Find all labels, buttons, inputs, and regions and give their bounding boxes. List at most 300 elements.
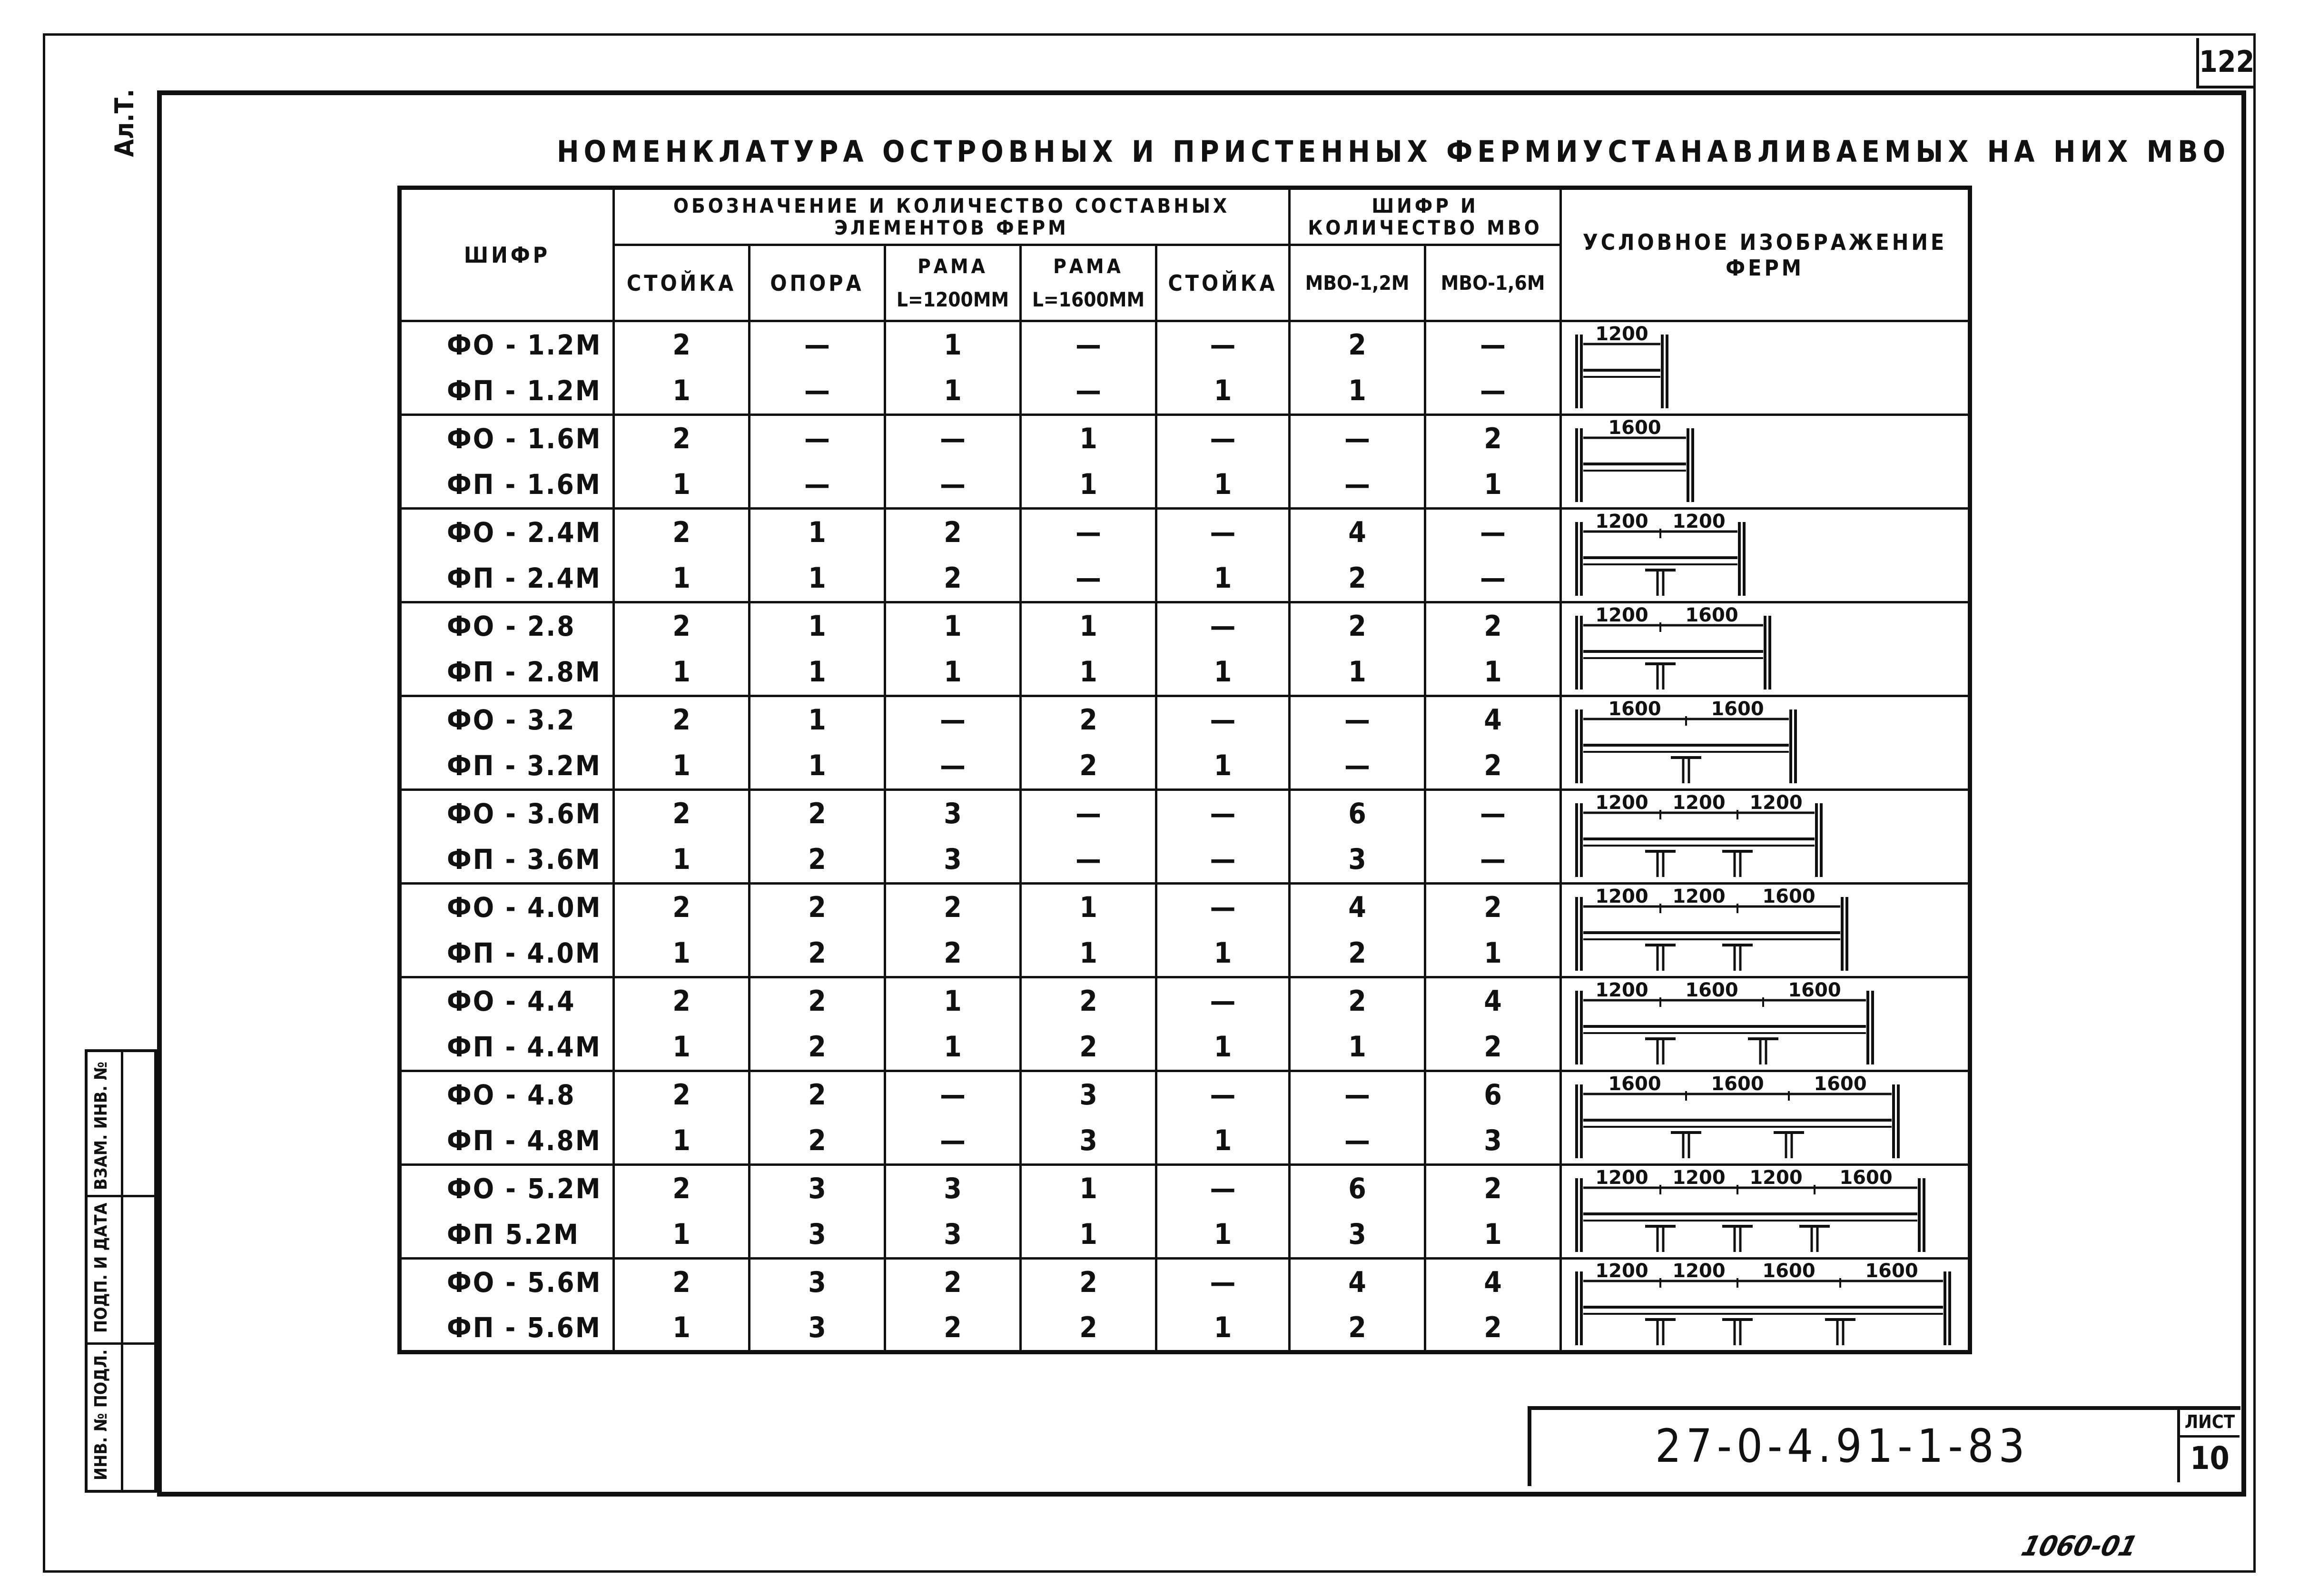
value-fo: 2 [1484, 610, 1502, 643]
cell-mvo12 [1290, 696, 1425, 790]
value-fo: 3 [808, 1172, 826, 1205]
value-fp: 2 [944, 562, 962, 595]
shifr-fo: ФО - 1.6М [447, 423, 602, 455]
value-fp: 2 [1079, 749, 1097, 782]
cell-mvo12 [1290, 790, 1425, 884]
cell-mvo16 [1425, 696, 1561, 790]
value-fp: 2 [1348, 562, 1366, 595]
shifr-fp: ФП - 2.4М [447, 562, 602, 594]
cell-rama1600 [1021, 509, 1156, 602]
value-fo: — [804, 328, 830, 362]
cell-shifr [400, 321, 614, 415]
cell-stoika2 [1156, 696, 1290, 790]
value-fo: 2 [944, 516, 962, 549]
shifr-fo: ФО - 5.6М [447, 1266, 602, 1299]
header-stoika: СТОЙКА [614, 245, 750, 321]
cell-stoika [614, 321, 750, 415]
stamp-block [85, 1049, 157, 1493]
cell-shifr [400, 602, 614, 696]
value-fo: — [1480, 516, 1506, 549]
value-fp: 1 [672, 749, 691, 782]
cell-rama1600 [1021, 415, 1156, 509]
shifr-fo: ФО - 2.4М [447, 516, 602, 549]
cell-rama1200 [885, 884, 1021, 977]
value-fo: 2 [944, 1265, 962, 1299]
value-fp: 1 [1214, 655, 1232, 689]
truss-diagram [1562, 885, 1971, 975]
truss-diagram [1562, 1260, 1971, 1350]
shifr-fp: ФП 5.2М [447, 1218, 580, 1251]
cell-mvo16 [1425, 321, 1561, 415]
value-fo: 4 [1348, 1265, 1366, 1299]
value-fp: — [1210, 843, 1236, 876]
value-fp: 1 [808, 655, 826, 689]
cell-rama1200 [885, 790, 1021, 884]
value-fo: — [1210, 610, 1236, 643]
cell-truss-image [1561, 602, 1970, 696]
truss-diagram [1562, 323, 1971, 413]
value-fp: 1 [672, 655, 691, 689]
span-label: 1200 [1749, 792, 1803, 814]
span-label: 1200 [1672, 511, 1726, 532]
cell-rama1600 [1021, 1259, 1156, 1352]
value-fp: 3 [808, 1218, 826, 1251]
truss-diagram [1562, 698, 1971, 788]
side-label: Ал.Т. [109, 89, 139, 157]
value-fo: — [1210, 703, 1236, 737]
cell-rama1200 [885, 321, 1021, 415]
cell-opora [750, 1071, 885, 1165]
value-fo: 2 [1348, 610, 1366, 643]
span-label: 1600 [1608, 1073, 1661, 1095]
header-group-elements: ОБОЗНАЧЕНИЕ И КОЛИЧЕСТВО СОСТАВНЫХ ЭЛЕМЕНТОВ ФЕРМ [614, 188, 1290, 245]
value-fo: 2 [808, 985, 826, 1018]
value-fo: 4 [1484, 703, 1502, 737]
value-fo: — [1210, 1265, 1236, 1299]
cell-truss-image [1561, 696, 1970, 790]
truss-diagram [1562, 979, 1971, 1069]
value-fp: — [1344, 749, 1371, 782]
value-fo: 6 [1484, 1078, 1502, 1112]
cell-truss-image [1561, 1259, 1970, 1352]
value-fp: 3 [808, 1310, 826, 1344]
table-row [400, 1071, 1970, 1165]
cell-truss-image [1561, 509, 1970, 602]
value-fp: — [1075, 374, 1101, 407]
value-fo: — [1210, 797, 1236, 830]
table-row [400, 696, 1970, 790]
value-fp: 2 [1484, 1310, 1502, 1344]
span-label: 1200 [1595, 1167, 1648, 1189]
value-fp: 1 [1214, 1124, 1232, 1157]
value-fo: 2 [672, 703, 691, 737]
value-fo: 2 [672, 797, 691, 830]
corner-page-number: 122 [2196, 38, 2254, 89]
value-fo: 2 [672, 891, 691, 924]
cell-mvo12 [1290, 321, 1425, 415]
value-fp: 1 [1214, 374, 1232, 407]
table-row [400, 321, 1970, 415]
header-group-mvo: ШИФР И КОЛИЧЕСТВО МВО [1290, 188, 1561, 245]
span-label: 1600 [1685, 604, 1738, 626]
cell-opora [750, 1165, 885, 1259]
stamp-divider [88, 1342, 154, 1345]
value-fp: 3 [1348, 1218, 1366, 1251]
cell-mvo16 [1425, 884, 1561, 977]
cell-rama1200 [885, 415, 1021, 509]
cell-stoika [614, 1071, 750, 1165]
value-fo: 2 [672, 1172, 691, 1205]
cell-shifr [400, 1165, 614, 1259]
cell-stoika2 [1156, 602, 1290, 696]
value-fo: — [1210, 985, 1236, 1018]
span-label: 1600 [1788, 979, 1841, 1001]
value-fp: 2 [1348, 1310, 1366, 1344]
value-fp: 1 [672, 1218, 691, 1251]
table-row [400, 509, 1970, 602]
span-label: 1200 [1672, 792, 1726, 814]
cell-stoika [614, 977, 750, 1071]
span-label: 1200 [1595, 604, 1648, 626]
value-fo: 2 [672, 1078, 691, 1112]
cell-mvo12 [1290, 884, 1425, 977]
value-fp: 2 [1484, 749, 1502, 782]
sheet-number: 10 [2190, 1440, 2230, 1477]
cell-mvo16 [1425, 977, 1561, 1071]
value-fo: 2 [808, 1078, 826, 1112]
value-fp: — [1344, 1124, 1371, 1157]
value-fo: 2 [944, 891, 962, 924]
cell-opora [750, 884, 885, 977]
value-fp: 1 [672, 1124, 691, 1157]
value-fp: 1 [1214, 1030, 1232, 1064]
value-fo: 2 [1484, 422, 1502, 455]
value-fo: — [1075, 797, 1101, 830]
value-fo: 2 [1484, 891, 1502, 924]
value-fo: 4 [1348, 516, 1366, 549]
span-label: 1200 [1749, 1167, 1803, 1189]
value-fp: 1 [1484, 655, 1502, 689]
cell-stoika2 [1156, 1259, 1290, 1352]
shifr-fp: ФП - 5.6М [447, 1311, 602, 1344]
value-fp: — [1075, 562, 1101, 595]
span-label: 1600 [1608, 698, 1661, 720]
value-fo: 6 [1348, 1172, 1366, 1205]
cell-truss-image [1561, 321, 1970, 415]
cell-rama1600 [1021, 1165, 1156, 1259]
cell-mvo16 [1425, 790, 1561, 884]
value-fo: 2 [672, 516, 691, 549]
value-fo: — [1344, 703, 1371, 737]
stamp-inv-podl: ИНВ. № ПОДЛ. [91, 1349, 111, 1480]
value-fp: — [804, 374, 830, 407]
value-fp: 1 [672, 843, 691, 876]
sheet-box [2177, 1406, 2240, 1482]
cell-stoika [614, 1165, 750, 1259]
stamp-divider [121, 1052, 123, 1490]
value-fp: — [940, 749, 966, 782]
truss-diagram [1562, 510, 1971, 601]
value-fp: 1 [1484, 936, 1502, 970]
table-row [400, 1165, 1970, 1259]
value-fp: 3 [944, 843, 962, 876]
value-fo: 4 [1348, 891, 1366, 924]
value-fo: 4 [1484, 1265, 1502, 1299]
span-label: 1600 [1762, 1260, 1816, 1282]
cell-stoika [614, 1259, 750, 1352]
value-fp: 1 [1079, 1218, 1097, 1251]
value-fp: 1 [1484, 1218, 1502, 1251]
value-fp: 1 [1214, 1218, 1232, 1251]
value-fp: 2 [1079, 1310, 1097, 1344]
value-fo: 3 [944, 797, 962, 830]
value-fo: 2 [1079, 1265, 1097, 1299]
span-label: 1200 [1672, 1167, 1726, 1189]
value-fp: 1 [672, 374, 691, 407]
value-fp: 1 [808, 749, 826, 782]
span-label: 1600 [1865, 1260, 1918, 1282]
value-fo: — [1344, 1078, 1371, 1112]
value-fo: 2 [1079, 985, 1097, 1018]
value-fp: 1 [1214, 468, 1232, 501]
header-rama-label: РАМА [918, 254, 988, 278]
value-fp: — [1480, 374, 1506, 407]
value-fp: 3 [944, 1218, 962, 1251]
value-fp: — [1480, 843, 1506, 876]
header-opora: ОПОРА [750, 245, 885, 321]
header-rama-1600-length: L=1600ММ [1032, 287, 1145, 311]
cell-opora [750, 977, 885, 1071]
value-fo: 1 [1079, 891, 1097, 924]
table-row [400, 1259, 1970, 1352]
value-fp: — [1480, 562, 1506, 595]
shifr-fo: ФО - 3.6М [447, 798, 602, 830]
shifr-fo: ФО - 4.4 [447, 985, 576, 1017]
value-fo: — [1480, 328, 1506, 362]
shifr-fp: ФП - 1.2М [447, 374, 602, 407]
value-fo: 1 [1079, 610, 1097, 643]
value-fp: 1 [672, 936, 691, 970]
truss-diagram [1562, 604, 1971, 694]
value-fp: 1 [1348, 655, 1366, 689]
header-shifr: ШИФР [400, 188, 614, 321]
cell-rama1200 [885, 1071, 1021, 1165]
cell-rama1200 [885, 977, 1021, 1071]
table-row [400, 602, 1970, 696]
cell-rama1200 [885, 696, 1021, 790]
cell-stoika [614, 602, 750, 696]
value-fp: 2 [944, 1310, 962, 1344]
cell-rama1600 [1021, 696, 1156, 790]
span-label: 1200 [1595, 792, 1648, 814]
cell-truss-image [1561, 415, 1970, 509]
shifr-fp: ФП - 4.8М [447, 1124, 602, 1157]
value-fp: 1 [944, 374, 962, 407]
value-fo: 1 [944, 985, 962, 1018]
header-rama-label: РАМА [1053, 254, 1124, 278]
cell-opora [750, 321, 885, 415]
value-fo: — [1075, 328, 1101, 362]
cell-mvo16 [1425, 509, 1561, 602]
value-fp: — [1344, 468, 1371, 501]
cell-stoika2 [1156, 790, 1290, 884]
cell-stoika2 [1156, 509, 1290, 602]
shifr-fp: ФП - 2.8М [447, 656, 602, 688]
cell-stoika2 [1156, 1165, 1290, 1259]
value-fo: — [804, 422, 830, 455]
cell-mvo16 [1425, 415, 1561, 509]
value-fp: 2 [808, 1124, 826, 1157]
cell-rama1200 [885, 602, 1021, 696]
cell-mvo16 [1425, 1165, 1561, 1259]
truss-diagram [1562, 1166, 1971, 1257]
value-fo: 2 [672, 610, 691, 643]
shifr-fp: ФП - 3.6М [447, 843, 602, 876]
cell-stoika [614, 509, 750, 602]
value-fo: 2 [672, 1265, 691, 1299]
cell-stoika [614, 884, 750, 977]
value-fp: 1 [1079, 936, 1097, 970]
value-fo: — [1210, 328, 1236, 362]
value-fo: 2 [672, 422, 691, 455]
table-row [400, 415, 1970, 509]
cell-mvo16 [1425, 1071, 1561, 1165]
table-row [400, 790, 1970, 884]
cell-stoika2 [1156, 415, 1290, 509]
cell-mvo12 [1290, 1165, 1425, 1259]
value-fo: — [940, 422, 966, 455]
value-fp: 1 [1348, 374, 1366, 407]
value-fo: — [1210, 1078, 1236, 1112]
value-fo: 1 [808, 610, 826, 643]
shifr-fp: ФП - 4.4М [447, 1031, 602, 1063]
document-code: 27-0-4.91-1-83 [1655, 1419, 2030, 1473]
cell-stoika [614, 415, 750, 509]
value-fp: — [1075, 843, 1101, 876]
shifr-fo: ФО - 1.2М [447, 329, 602, 361]
span-label: 1200 [1595, 511, 1648, 532]
cell-shifr [400, 415, 614, 509]
span-label: 1600 [1608, 417, 1661, 439]
value-fp: 2 [944, 936, 962, 970]
value-fp: 1 [1079, 468, 1097, 501]
value-fp: — [804, 468, 830, 501]
header-stoika-2: СТОЙКА [1156, 245, 1290, 321]
value-fo: 2 [808, 797, 826, 830]
cell-opora [750, 1259, 885, 1352]
value-fp: 1 [808, 562, 826, 595]
value-fp: 3 [1079, 1124, 1097, 1157]
span-label: 1200 [1672, 1260, 1726, 1282]
value-fo: 3 [944, 1172, 962, 1205]
span-label: 1600 [1711, 1073, 1764, 1095]
cell-stoika2 [1156, 977, 1290, 1071]
value-fp: 3 [1348, 843, 1366, 876]
value-fp: — [940, 468, 966, 501]
value-fp: 1 [672, 468, 691, 501]
value-fp: 2 [808, 1030, 826, 1064]
shifr-fp: ФП - 4.0М [447, 937, 602, 969]
value-fp: 1 [1079, 655, 1097, 689]
stamp-divider [88, 1195, 154, 1197]
cell-opora [750, 415, 885, 509]
cell-stoika2 [1156, 1071, 1290, 1165]
cell-rama1200 [885, 1165, 1021, 1259]
cell-opora [750, 790, 885, 884]
shifr-fp: ФП - 3.2М [447, 749, 602, 782]
value-fp: 1 [1214, 562, 1232, 595]
value-fp: 1 [944, 655, 962, 689]
header-rama-1200 [885, 245, 1021, 321]
value-fo: 2 [672, 328, 691, 362]
sheet-label: ЛИСТ [2180, 1409, 2240, 1438]
cell-shifr [400, 1071, 614, 1165]
value-fp: 1 [1214, 936, 1232, 970]
truss-diagram [1562, 1073, 1971, 1163]
value-fo: 1 [808, 703, 826, 737]
span-label: 1600 [1762, 886, 1816, 907]
header-mvo-12: МВО-1,2М [1290, 245, 1425, 321]
value-fo: 2 [808, 891, 826, 924]
cell-rama1600 [1021, 1071, 1156, 1165]
value-fo: 4 [1484, 985, 1502, 1018]
value-fo: 1 [944, 328, 962, 362]
stamp-vzam-inv: ВЗАМ. ИНВ. № [91, 1062, 111, 1190]
value-fo: 1 [944, 610, 962, 643]
cell-mvo12 [1290, 1259, 1425, 1352]
cell-mvo12 [1290, 415, 1425, 509]
header-rama-1600 [1021, 245, 1156, 321]
header-rama-1200-length: L=1200ММ [896, 287, 1009, 311]
cell-shifr [400, 509, 614, 602]
value-fp: 2 [1484, 1030, 1502, 1064]
value-fp: 2 [1348, 936, 1366, 970]
cell-rama1600 [1021, 790, 1156, 884]
value-fp: 1 [1484, 468, 1502, 501]
value-fp: 1 [1214, 1310, 1232, 1344]
truss-diagram [1562, 791, 1971, 882]
cell-mvo16 [1425, 1259, 1561, 1352]
cell-mvo16 [1425, 602, 1561, 696]
cell-rama1200 [885, 1259, 1021, 1352]
header-mvo-16: МВО-1,6М [1425, 245, 1561, 321]
page-title: НОМЕНКЛАТУРА ОСТРОВНЫХ И ПРИСТЕННЫХ ФЕРМИУСТАНАВЛИВАЕМЫХ НА НИХ МВО [557, 134, 2230, 169]
cell-truss-image [1561, 884, 1970, 977]
value-fo: — [940, 703, 966, 737]
cell-mvo12 [1290, 977, 1425, 1071]
truss-table [397, 186, 1972, 1354]
value-fo: 2 [1348, 328, 1366, 362]
value-fo: 1 [1079, 422, 1097, 455]
shifr-fp: ФП - 1.6М [447, 468, 602, 501]
span-label: 1200 [1595, 886, 1648, 907]
value-fp: 2 [808, 843, 826, 876]
span-label: 1200 [1672, 886, 1726, 907]
cell-shifr [400, 790, 614, 884]
value-fo: 2 [672, 985, 691, 1018]
value-fo: — [1210, 422, 1236, 455]
span-label: 1200 [1595, 323, 1648, 345]
cell-opora [750, 602, 885, 696]
value-fo: 3 [808, 1265, 826, 1299]
stamp-podp-data: ПОДП. И ДАТА [91, 1202, 111, 1333]
table-row [400, 977, 1970, 1071]
value-fo: 6 [1348, 797, 1366, 830]
value-fp: 1 [1214, 749, 1232, 782]
header-image: УСЛОВНОЕ ИЗОБРАЖЕНИЕ ФЕРМ [1561, 188, 1970, 321]
value-fo: 1 [1079, 1172, 1097, 1205]
value-fo: 3 [1079, 1078, 1097, 1112]
